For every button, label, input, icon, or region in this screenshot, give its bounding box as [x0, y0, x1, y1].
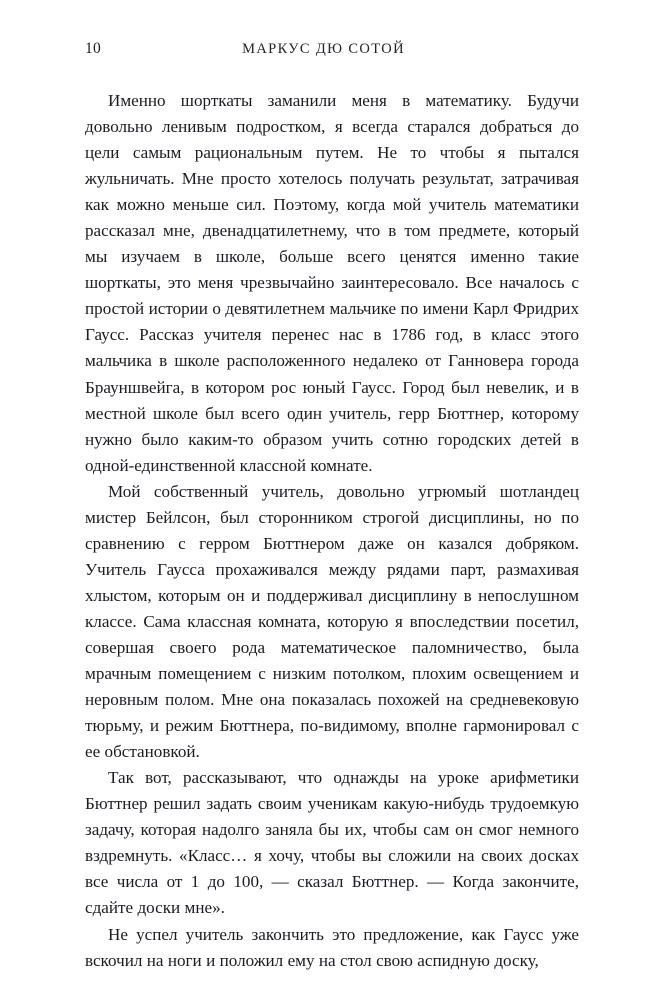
body-text: [85, 88, 579, 974]
paragraph: Так вот, рассказывают, что однажды на уроке арифметики Бюттнер решил задать своим ученикам какую-нибудь трудоемкую задачу, которая надолго заняла бы их, чтобы сам он смог немного вздремнуть. «Класс… я хочу, чтобы вы сложили на своих досках все числа от 1 до 100, — сказал Бюттнер. — Когда закончите, сдайте доски мне».: [85, 768, 579, 918]
page-number: 10: [85, 40, 102, 58]
running-head-title: МАРКУС ДЮ СОТОЙ: [242, 40, 405, 57]
paragraph: Не успел учитель закончить это предложение, как Гаусс уже вскочил на ноги и положил ему на стол свою аспидную доску,: [85, 924, 579, 970]
running-head: [85, 38, 578, 60]
paragraph: Мой собственный учитель, довольно угрюмый шотландец мистер Бейлсон, был сторонником строгой дисциплины, но по сравнению с герром Бюттнером даже он казался добряком. Учитель Гаусса прохаживался между рядами парт, размахивая хлыстом, которым он и поддерживал дисциплину в непослушном классе. Сама классная комната, которую я впоследствии посетил, совершая своего рода математическое паломничество, была мрачным помещением с низким потолком, плохим освещением и неровным полом. Мне она показалась похожей на средневековую тюрьму, и режим Бюттнера, по-видимому, вполне гармонировал с ее обстановкой.: [85, 481, 579, 762]
paragraph: Именно шорткаты заманили меня в математику. Будучи довольно ленивым подростком, я всегда старался добраться до цели самым рациональным путем. Не то чтобы я пытался жульничать. Мне просто хотелось получать результат, затрачивая как можно меньше сил. Поэтому, когда мой учитель математики рассказал мне, двенадцатилетнему, что в том предмете, который мы изучаем в школе, больше всего ценятся именно такие шорткаты, это меня чрезвычайно заинтересовало. Все началось с простой истории о девятилетнем мальчике по имени Карл Фридрих Гаусс. Рассказ учителя перенес нас в 1786 год, в класс этого мальчика в школе расположенного недалеко от Ганновера города Брауншвейга, в котором рос юный Гаусс. Город был невелик, и в местной школе был всего один учитель, герр Бюттнер, которому нужно было каким-то образом учить сотню городских детей в одной-единственной классной комнате.: [85, 91, 579, 475]
